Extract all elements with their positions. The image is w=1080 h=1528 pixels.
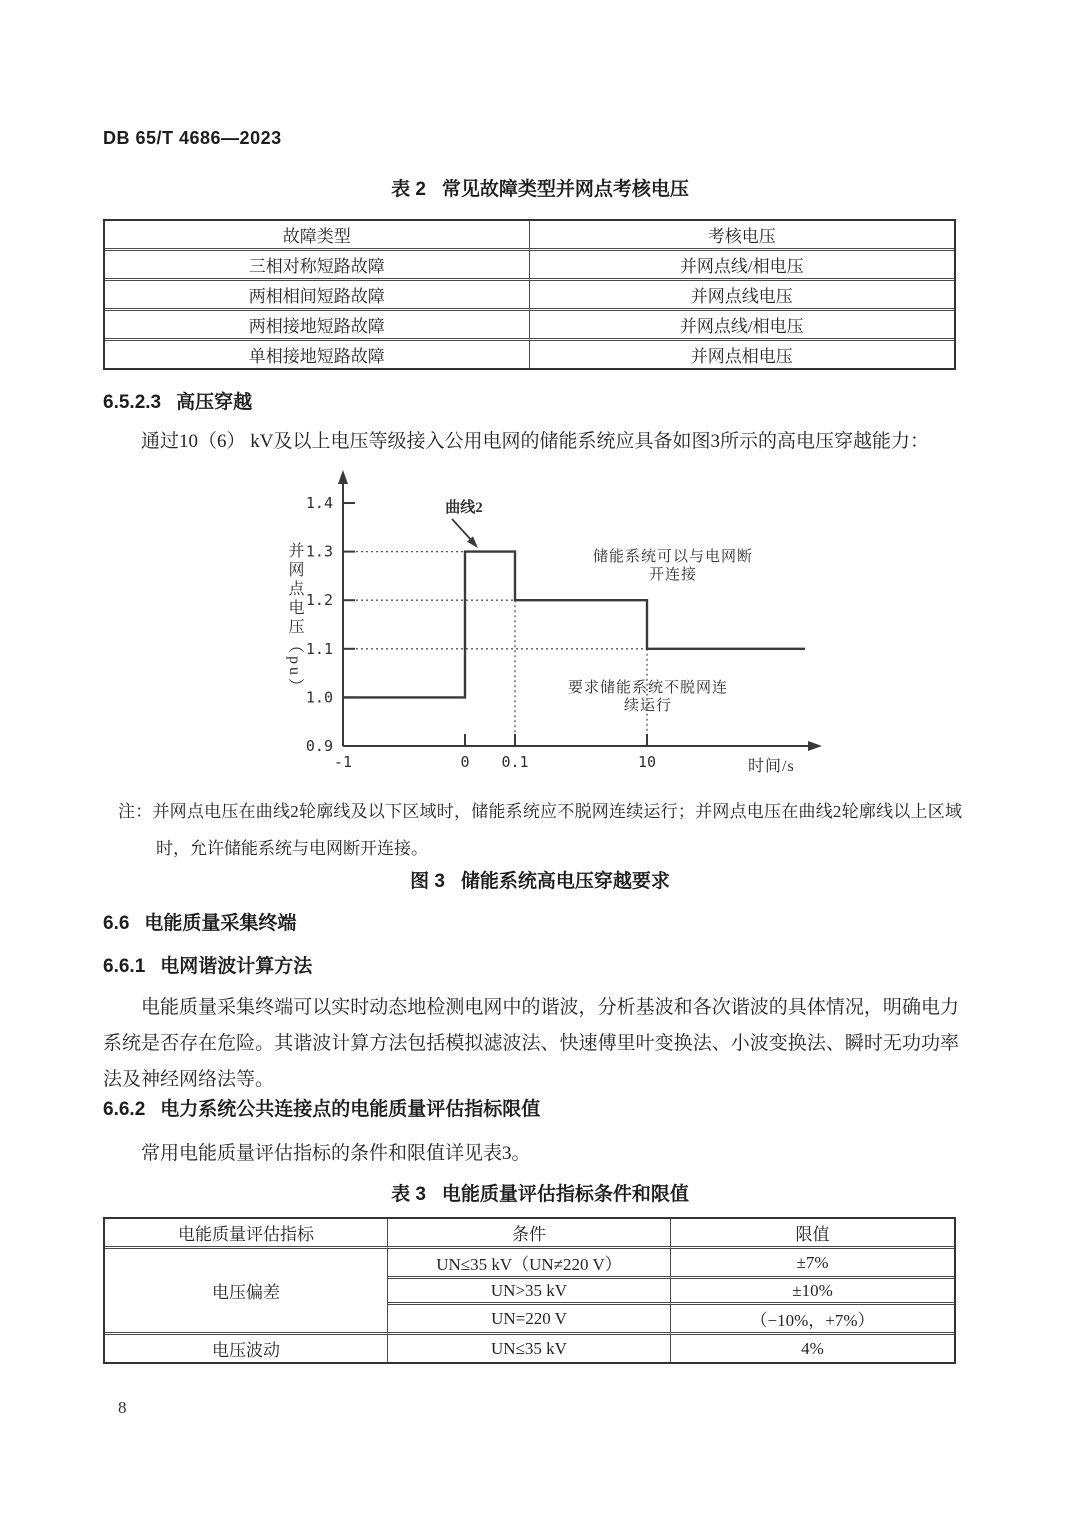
section-number: 6.5.2.3: [103, 392, 162, 413]
note-text: 并网点电压在曲线2轮廓线及以下区域时，储能系统应不脱网连续运行；并网点电压在曲线2轮廓线以上区域时，允许储能系统与电网断开连接。: [152, 802, 963, 858]
table3-header: [105, 1219, 954, 1249]
paragraph-hvrt: 通过10（6） kV及以上电压等级接入公用电网的储能系统应具备如图3所示的高电压穿越能力：: [141, 431, 929, 452]
table2-header: [105, 221, 954, 251]
hvrt-chart: [280, 468, 840, 786]
condition-cell: UN≤35 kV（UN≠220 V）: [388, 1249, 671, 1279]
power-quality-limits-table: [103, 1217, 956, 1364]
table-header-row: [105, 221, 954, 251]
table2-col-assess-voltage: 考核电压: [530, 221, 955, 251]
section-heading-662: [103, 1094, 540, 1121]
condition-cell: UN=220 V: [388, 1305, 671, 1335]
table2-col-fault-type: 故障类型: [105, 221, 530, 251]
x-axis-arrow: [808, 741, 822, 751]
hvrt-chart-svg: [280, 468, 840, 786]
fault-type-voltage-table: [103, 219, 956, 370]
figure3-caption-number: 图 3: [410, 871, 445, 892]
figure3-caption-title: 储能系统高电压穿越要求: [460, 871, 670, 892]
table-row: [105, 341, 954, 368]
indicator-cell: 电压偏差: [105, 1249, 388, 1335]
limit-cell: ±10%: [671, 1279, 954, 1305]
limit-cell: ±7%: [671, 1249, 954, 1279]
section-title: 高压穿越: [176, 392, 253, 413]
section-number: 6.6.2: [103, 1099, 146, 1120]
x-tick-label: 0: [460, 753, 470, 771]
assess-voltage-cell: 并网点线/相电压: [530, 251, 955, 281]
curve-label-arrow: [452, 519, 473, 542]
chart-x-axis-label: 时间/s: [748, 758, 795, 775]
y-axis-arrow: [338, 470, 348, 484]
table2-caption-title: 常见故障类型并网点考核电压: [441, 179, 689, 200]
fault-type-cell: 两相接地短路故障: [105, 311, 530, 341]
indicator-cell: 电压波动: [105, 1335, 388, 1362]
table-row: [105, 1335, 954, 1362]
section-title: 电能质量采集终端: [144, 913, 297, 934]
fault-type-cell: 单相接地短路故障: [105, 341, 530, 368]
x-tick-label: 0.1: [501, 753, 529, 771]
table3-caption: [0, 1179, 1080, 1206]
table-row: [105, 311, 954, 341]
table3-col-indicator: 电能质量评估指标: [105, 1219, 388, 1249]
section-heading-6523: [103, 387, 252, 414]
y-tick-label: 1.4: [305, 494, 333, 512]
assess-voltage-cell: 并网点线/相电压: [530, 311, 955, 341]
section-heading-661: [103, 951, 312, 978]
table-header-row: [105, 1219, 954, 1249]
table-row: [105, 1249, 954, 1279]
annotation-line: 要求储能系统不脱网连: [567, 680, 728, 696]
condition-cell: UN>35 kV: [388, 1279, 671, 1305]
note-label: 注：: [118, 802, 153, 821]
y-tick-label: 1.3: [305, 542, 333, 561]
table-row: [105, 251, 954, 281]
limit-cell: 4%: [801, 1338, 824, 1358]
x-tick-label: -1: [333, 753, 353, 771]
curve-label: 曲线2: [445, 500, 483, 516]
table2-body: [105, 251, 954, 368]
x-tick-label: 10: [637, 753, 657, 771]
table3-col-limit: 限值: [671, 1219, 954, 1249]
table-row: [105, 281, 954, 311]
table3-caption-title: 电能质量评估指标条件和限值: [441, 1184, 689, 1205]
fault-type-cell: 两相相间短路故障: [105, 281, 530, 311]
fault-type-cell: 三相对称短路故障: [105, 251, 530, 281]
y-tick-label: 1.0: [305, 688, 333, 707]
annotation-line: 开连接: [648, 567, 697, 583]
paragraph-harmonics: 电能质量采集终端可以实时动态地检测电网中的谐波，分析基波和各次谐波的具体情况，明确电力系统是否存在危险。其谐波计算方法包括模拟滤波法、快速傅里叶变换法、小波变换法、瞬时无功功率法及神经网络法等。: [103, 997, 959, 1090]
limit-cell: （−10%，+7%）: [671, 1305, 954, 1335]
condition-cell: UN≤35 kV: [388, 1335, 671, 1362]
annotation-line: 储能系统可以与电网断: [592, 549, 753, 565]
chart-annotation-disconnect-region: [563, 548, 783, 584]
chart-y-axis-label: 并网点电压（pu）: [286, 542, 303, 697]
table2-caption: [0, 174, 1080, 201]
section-title: 电网谐波计算方法: [160, 956, 313, 977]
annotation-line: 续运行: [623, 698, 672, 714]
table3-col-condition: 条件: [388, 1219, 671, 1249]
table2-caption-number: 表 2: [391, 179, 426, 200]
section-number: 6.6.1: [103, 956, 146, 977]
standard-number-header: DB 65/T 4686—2023: [103, 128, 282, 148]
section-number: 6.6: [103, 913, 130, 934]
section-title: 电力系统公共连接点的电能质量评估指标限值: [160, 1099, 541, 1120]
y-tick-label: 1.1: [305, 639, 333, 658]
figure3-caption: [0, 866, 1080, 893]
y-tick-label: 1.2: [305, 591, 333, 610]
assess-voltage-cell: 并网点线电压: [530, 281, 955, 311]
section-heading-66: [103, 908, 296, 935]
assess-voltage-cell: 并网点相电压: [690, 347, 793, 366]
table3-caption-number: 表 3: [391, 1184, 426, 1205]
table3-body: [105, 1249, 954, 1362]
page-number: 8: [118, 1398, 127, 1417]
y-tick-label: 0.9: [305, 737, 333, 755]
paragraph-limits-intro: 常用电能质量评估指标的条件和限值详见表3。: [141, 1143, 531, 1164]
chart-annotation-stay-connected-region: [538, 679, 758, 715]
figure-note: [118, 793, 962, 867]
